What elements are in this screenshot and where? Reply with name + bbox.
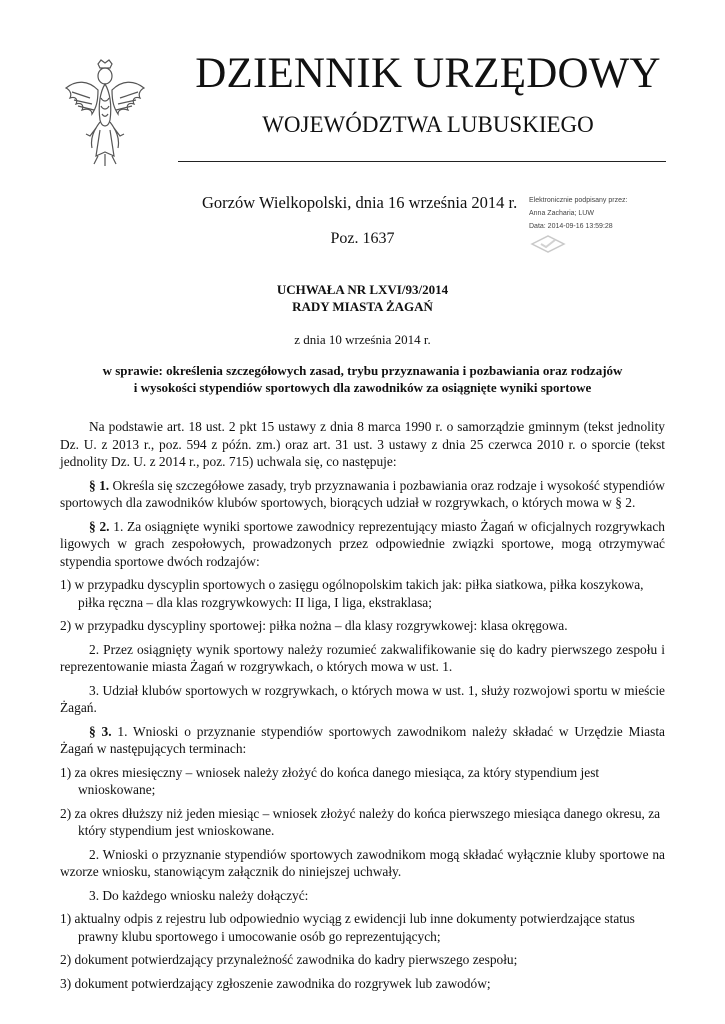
masthead-divider [178,161,666,162]
list-item: 3) dokument potwierdzający zgłoszenie zawodnika do rozgrywek lub zawodów; [60,975,491,991]
resolution-title [0,281,725,315]
signature-line: Elektronicznie podpisany przez: [529,197,628,204]
section-label: § 3. [89,723,112,739]
signature-date: Data: 2014-09-16 13:59:28 [529,223,613,230]
section-3-paragraph-1 [60,723,665,758]
masthead-title: DZIENNIK URZĘDOWY [195,50,661,97]
section-2-paragraph-2: 2. Przez osiągnięty wynik sportowy należy rozumieć zakwalifikowanie się do kadry pierwszego zespołu i reprezentowanie miasta Żagań w rozgrywkach, o których mowa w ust. 1. [60,641,665,674]
section-text: 1. Za osiągnięte wyniki sportowe zawodnicy reprezentujący miasto Żagań w oficjalnych rozgrywkach ligowych w grach zespołowych, prowadzonych przez odpowiednie związki sportowe, mogą otrzymywać stypendia sportowe dwóch rodzajów: [60,518,665,569]
section-2-paragraph-1 [60,518,665,571]
preamble: Na podstawie art. 18 ust. 2 pkt 15 ustawy z dnia 8 marca 1990 r. o samorządzie gminnym (tekst jednolity Dz. U. z 2013 r., poz. 594 z późn. zm.) oraz art. 31 ust. 3 ustawy z dnia 25 czerwca 2010 r. o sporcie (tekst jednolity Dz. U. z 2014 r., poz. 715) uchwala się, co następuje: [60,419,665,469]
resolution-body: RADY MIASTA ŻAGAŃ [292,299,433,314]
section-3-paragraph-2: 2. Wnioski o przyznanie stypendiów sportowych zawodnikom mogą składać wyłącznie kluby sportowe na wzorze wniosku, stanowiącym załącznik do niniejszej uchwały. [60,846,665,879]
list-item: 1) aktualny odpis z rejestru lub odpowiednio wyciąg z ewidencji lub inne dokumenty potwierdzające status prawny klubu sportowego i umocowanie osób go reprezentujących; [60,911,635,944]
section-3-paragraph-3: 3. Do każdego wniosku należy dołączyć: [89,887,309,903]
resolution-date: z dnia 10 września 2014 r. [294,332,431,347]
masthead-subtitle: WOJEWÓDZTWA LUBUSKIEGO [262,112,594,137]
resolution-number: UCHWAŁA NR LXVI/93/2014 [276,282,449,297]
section-label: § 1. [89,477,110,493]
section-text: 1. Wnioski o przyznanie stypendiów sportowych zawodnikom należy składać w Urzędzie Miasta Żagań w następujących terminach: [60,723,666,756]
electronic-signature-block [529,194,627,233]
list-item: 2) w przypadku dyscypliny sportowej: piłka nożna – dla klasy rozgrywkowej: klasa okręgowa. [60,618,568,633]
section-label: § 2. [89,518,110,534]
subject-line: i wysokości stypendiów sportowych dla zawodników za osiągnięte wyniki sportowe [133,380,592,395]
list-item: 1) w przypadku dyscyplin sportowych o zasięgu ogólnopolskim takich jak: piłka siatkowa, piłka koszykowa, piłka ręczna – dla klas rozgrywkowych: II liga, I liga, ekstraklasa; [60,577,644,610]
list-item: 2) dokument potwierdzający przynależność zawodnika do kadry pierwszego zespołu; [60,952,518,967]
resolution-subject [60,362,665,396]
section-text: Określa się szczegółowe zasady, tryb przyznawania i pozbawiania oraz rodzaje i wysokość stypendiów sportowych dla zawodników klubów sportowych, biorących udział w rozgrywkach, o których mowa w § 2. [60,477,665,510]
section-1 [60,477,665,512]
signature-signer: Anna Zacharia; LUW [529,210,594,217]
polish-eagle-emblem-icon [60,58,150,170]
list-item: 2) za okres dłuższy niż jeden miesiąc – wniosek złożyć należy do końca pierwszego miesiąca danego okresu, za który stypendium jest wnioskowane. [60,805,661,838]
list-item: 1) za okres miesięczny – wniosek należy złożyć do końca danego miesiąca, za który stypendium jest wnioskowane; [60,764,600,797]
dateline: Gorzów Wielkopolski, dnia 16 września 2014 r. [202,193,518,212]
resolution-text [60,418,665,998]
section-2-paragraph-3: 3. Udział klubów sportowych w rozgrywkach, o których mowa w ust. 1, służy rozwojowi sportu w mieście Żagań. [60,682,665,715]
position-number: Poz. 1637 [330,230,395,247]
subject-line: w sprawie: określenia szczegółowych zasad, trybu przyznawania i pozbawiania oraz rodzajów [102,363,623,378]
